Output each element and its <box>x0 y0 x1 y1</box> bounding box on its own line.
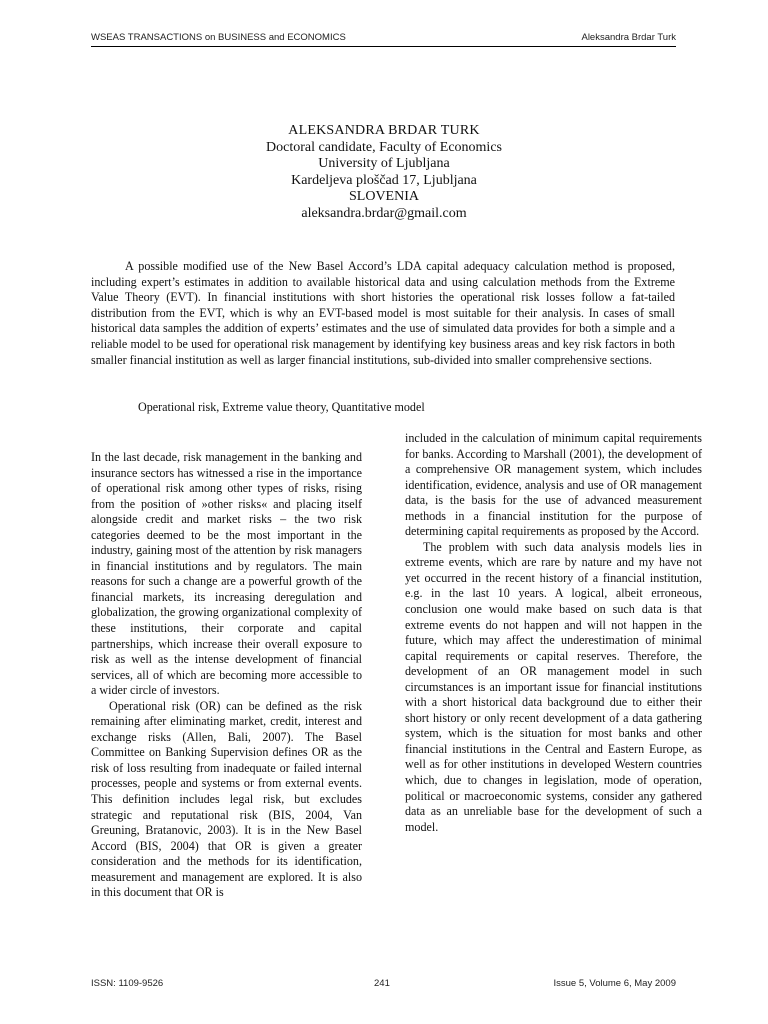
author-address: Kardeljeva ploščad 17, Ljubljana <box>291 172 477 188</box>
running-header-journal: WSEAS TRANSACTIONS on BUSINESS and ECONOMICS <box>91 32 346 43</box>
footer-issn: ISSN: 1109-9526 <box>91 978 164 989</box>
author-university: University of Ljubljana <box>318 156 450 172</box>
right-column <box>405 431 702 835</box>
body-paragraph: included in the calculation of minimum capital requirements for banks. According to Marshall (2001), the development of a comprehensive OR management system, which includes identification, evidence, analysis and use of OR management data, is the basis for the use of advanced measurement methods in a financial institution for the purpose of determining capital requirements as proposed by the Accord. <box>405 431 702 539</box>
header-rule <box>91 46 676 47</box>
author-email: aleksandra.brdar@gmail.com <box>301 205 467 221</box>
author-position: Doctoral candidate, Faculty of Economics <box>266 139 502 155</box>
left-column <box>91 450 362 901</box>
footer-page-number: 241 <box>374 978 390 989</box>
body-paragraph: Operational risk (OR) can be defined as the risk remaining after eliminating market, credit, interest and exchange risks (Allen, Bali, 2007). The Basel Committee on Banking Supervision defines OR as the risk of loss resulting from inadequate or failed internal processes, people and systems or from external events. This definition includes legal risk, but excludes strategic and reputational risk (BIS, 2004, Van Greuning, Bratanovic, 2003). It is in the New Basel Accord (BIS, 2004) that OR is given a greater consideration and the methods for its identification, measurement and management are explored. It is also in this document that OR is <box>91 698 362 900</box>
body-paragraph: In the last decade, risk management in the banking and insurance sectors has witnessed a rise in the importance of operational risk among other types of risks, rising from the position of »other risks« and placing itself alongside credit and market risks – the two risk categories deemed to be the most important in the industry, gaining most of the attention by risk managers in financial institutions and by regulators. The main reasons for such a change are a powerful growth of the financial markets, its increasing deregulation and globalization, the growing organizational complexity of these institutions, their corporate and capital partnerships, which increase their overall exposure to risk as well as the intense development of financial services, all of which are becoming more accessible to a wider circle of investors. <box>91 450 362 698</box>
author-name: ALEKSANDRA BRDAR TURK <box>288 123 480 138</box>
footer-issue: Issue 5, Volume 6, May 2009 <box>553 978 676 989</box>
author-block <box>0 123 768 223</box>
keywords: Operational risk, Extreme value theory, Quantitative model <box>138 400 425 414</box>
author-country: SLOVENIA <box>349 189 419 205</box>
abstract-text: A possible modified use of the New Basel Accord’s LDA capital adequacy calculation method is proposed, including expert’s estimates in addition to available historical data and using calculation methods from the Extreme Value Theory (EVT). In financial institutions with short histories the operational risk losses follow a fat-tailed distribution from the EVT, which is why an EVT-based model is most suitable for their analysis. In cases of small historical data samples the addition of experts’ estimates and the use of simulated data provides for both a simple and a reliable model to be used for operational risk management by identifying key business areas and key risk factors in both smaller financial institution as well as larger financial institutions, sub-divided into smaller comprehensive sections. <box>91 259 675 367</box>
body-paragraph: The problem with such data analysis models lies in extreme events, which are rare by nature and my have not yet occurred in the recent history of a financial institution, e.g. in the last 10 years. A logical, albeit erroneous, conclusion one would make based on such data is that extreme events do not happen and will not happen in the future, which may affect the underestimation of minimal capital requirements or capital reserves. Therefore, the development of an OR management model in such circumstances is an important issue for financial institutions with a short historical data background due to either their short history or only recent development of a data gathering system, which is the situation for most banks and other financial institutions in the Central and Eastern Europe, as well as for other institutions in developed Western countries which, due to changes in legislation, mode of operation, political or macroeconomic systems, consider any gathered data as an unreliable base for the development of such a model. <box>405 539 702 834</box>
running-header-author: Aleksandra Brdar Turk <box>581 32 676 43</box>
